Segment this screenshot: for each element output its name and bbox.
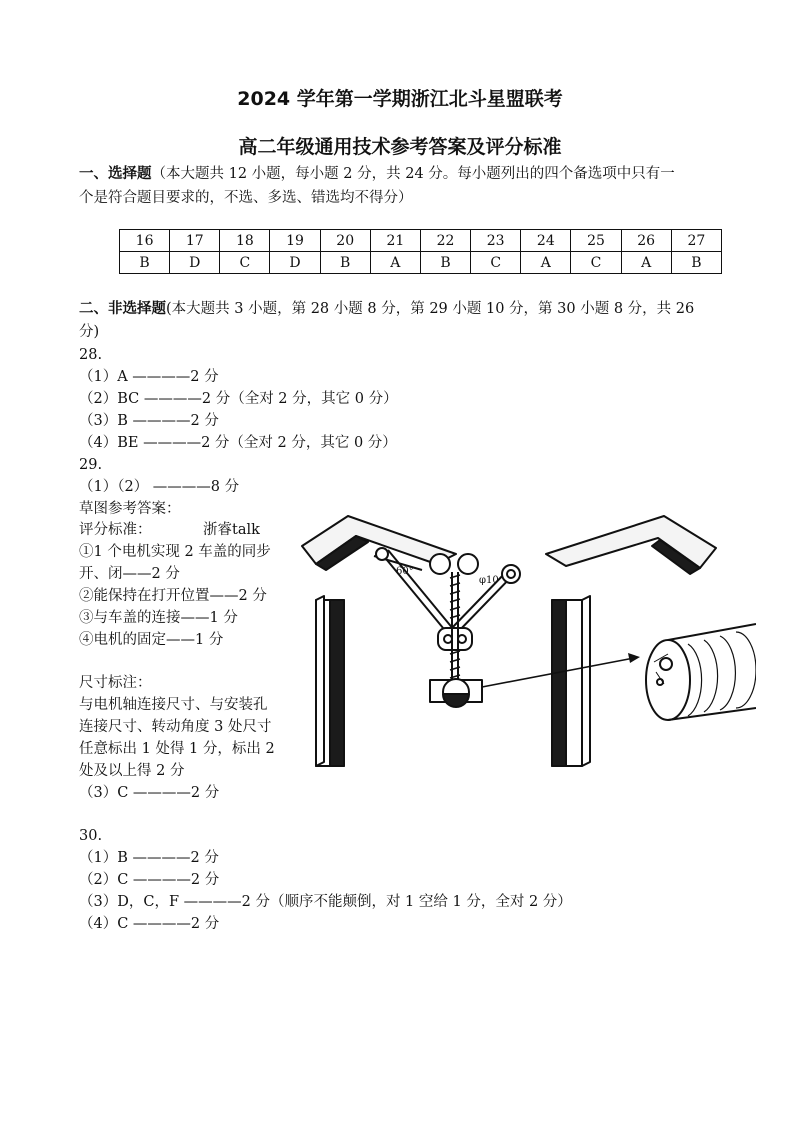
answer-table-number-row (120, 230, 722, 252)
answer-cell: B (320, 252, 370, 274)
dim-line-2: 连接尺寸、转动角度 3 处尺寸 (79, 719, 272, 735)
q29-sketch-label: 草图参考答案： (79, 501, 181, 517)
hinge-left (430, 554, 450, 574)
answer-cell: D (170, 252, 220, 274)
question-number-cell: 20 (320, 230, 370, 252)
answer-cell: B (120, 252, 170, 274)
section1-description-line2: 个是符合题目要求的，不选、多选、错选均不得分） (79, 190, 413, 206)
answer-cell: A (621, 252, 671, 274)
dim-line-3: 任意标出 1 处得 1 分，标出 2 (79, 741, 275, 757)
question-number-cell: 19 (270, 230, 320, 252)
mechanism-sketch (296, 512, 756, 802)
q28-item-3: （3）B ————2 分 (79, 413, 219, 429)
criteria-line-3: ②能保持在打开位置——2 分 (79, 588, 267, 604)
answer-cell: A (521, 252, 571, 274)
q30-item-2: （2）C ————2 分 (79, 872, 220, 888)
section1-line1 (79, 163, 675, 185)
q28-item-4: （4）BE ————2 分（全对 2 分，其它 0 分） (79, 435, 397, 451)
hinge-mid (458, 554, 478, 574)
q28-item-2: （2）BC ————2 分（全对 2 分，其它 0 分） (79, 391, 398, 407)
section2-line1 (79, 298, 694, 320)
answer-cell: C (220, 252, 270, 274)
criteria-line-1: ①1 个电机实现 2 车盖的同步 (79, 544, 271, 560)
answer-cell: C (571, 252, 621, 274)
question-number-cell: 27 (671, 230, 721, 252)
dim-label: 尺寸标注： (79, 675, 152, 691)
criteria-line-5: ④电机的固定——1 分 (79, 632, 224, 648)
q29-number: 29. (79, 457, 103, 473)
question-number-cell: 26 (621, 230, 671, 252)
section1-heading: 一、选择题 (79, 166, 152, 182)
question-number-cell: 24 (521, 230, 571, 252)
question-number-cell: 17 (170, 230, 220, 252)
section2-description: (本大题共 3 小题，第 28 小题 8 分，第 29 小题 10 分，第 30 小题 8 分，共 26 (166, 301, 695, 317)
section1-description: （本大题共 12 小题，每小题 2 分，共 24 分。每小题列出的四个备选项中只有一 (151, 166, 675, 182)
left-pivot (376, 548, 388, 560)
page-title: 2024 学年第一学期浙江北斗星盟联考 (237, 88, 563, 110)
criteria-line-4: ③与车盖的连接——1 分 (79, 610, 238, 626)
q28-number: 28. (79, 347, 103, 363)
q30-item-4: （4）C ————2 分 (79, 916, 220, 932)
section2-heading: 二、非选择题 (79, 301, 166, 317)
q30-item-3: （3）D，C，F ————2 分（顺序不能颠倒，对 1 空给 1 分，全对 2 分） (79, 894, 572, 910)
question-number-cell: 18 (220, 230, 270, 252)
watermark: 浙睿talk (203, 522, 260, 538)
question-number-cell: 23 (471, 230, 521, 252)
q28-item-1: （1）A ————2 分 (79, 369, 219, 385)
answer-cell: B (671, 252, 721, 274)
q30-item-1: （1）B ————2 分 (79, 850, 219, 866)
diameter-label: φ10 (479, 575, 499, 586)
detail-cylinder (646, 624, 756, 720)
question-number-cell: 21 (370, 230, 420, 252)
angle-label: 60° (396, 566, 414, 577)
q29-criteria-label: 评分标准： (79, 522, 152, 538)
answer-table-answer-row (120, 252, 722, 274)
q29-item-1: （1）（2） ————8 分 (79, 479, 240, 495)
q29-item-3: （3）C ————2 分 (79, 785, 220, 801)
q30-number: 30. (79, 828, 103, 844)
question-number-cell: 16 (120, 230, 170, 252)
dim-line-1: 与电机轴连接尺寸、与安装孔 (79, 697, 268, 713)
page-subtitle: 高二年级通用技术参考答案及评分标准 (238, 136, 562, 158)
section2-description-line2: 分) (79, 324, 100, 340)
question-number-cell: 25 (571, 230, 621, 252)
answer-cell: B (420, 252, 470, 274)
criteria-line-2: 开、闭——2 分 (79, 566, 180, 582)
question-number-cell: 22 (420, 230, 470, 252)
answer-cell: D (270, 252, 320, 274)
answer-table (119, 229, 722, 274)
dim-line-4: 处及以上得 2 分 (79, 763, 185, 779)
answer-cell: C (471, 252, 521, 274)
answer-cell: A (370, 252, 420, 274)
